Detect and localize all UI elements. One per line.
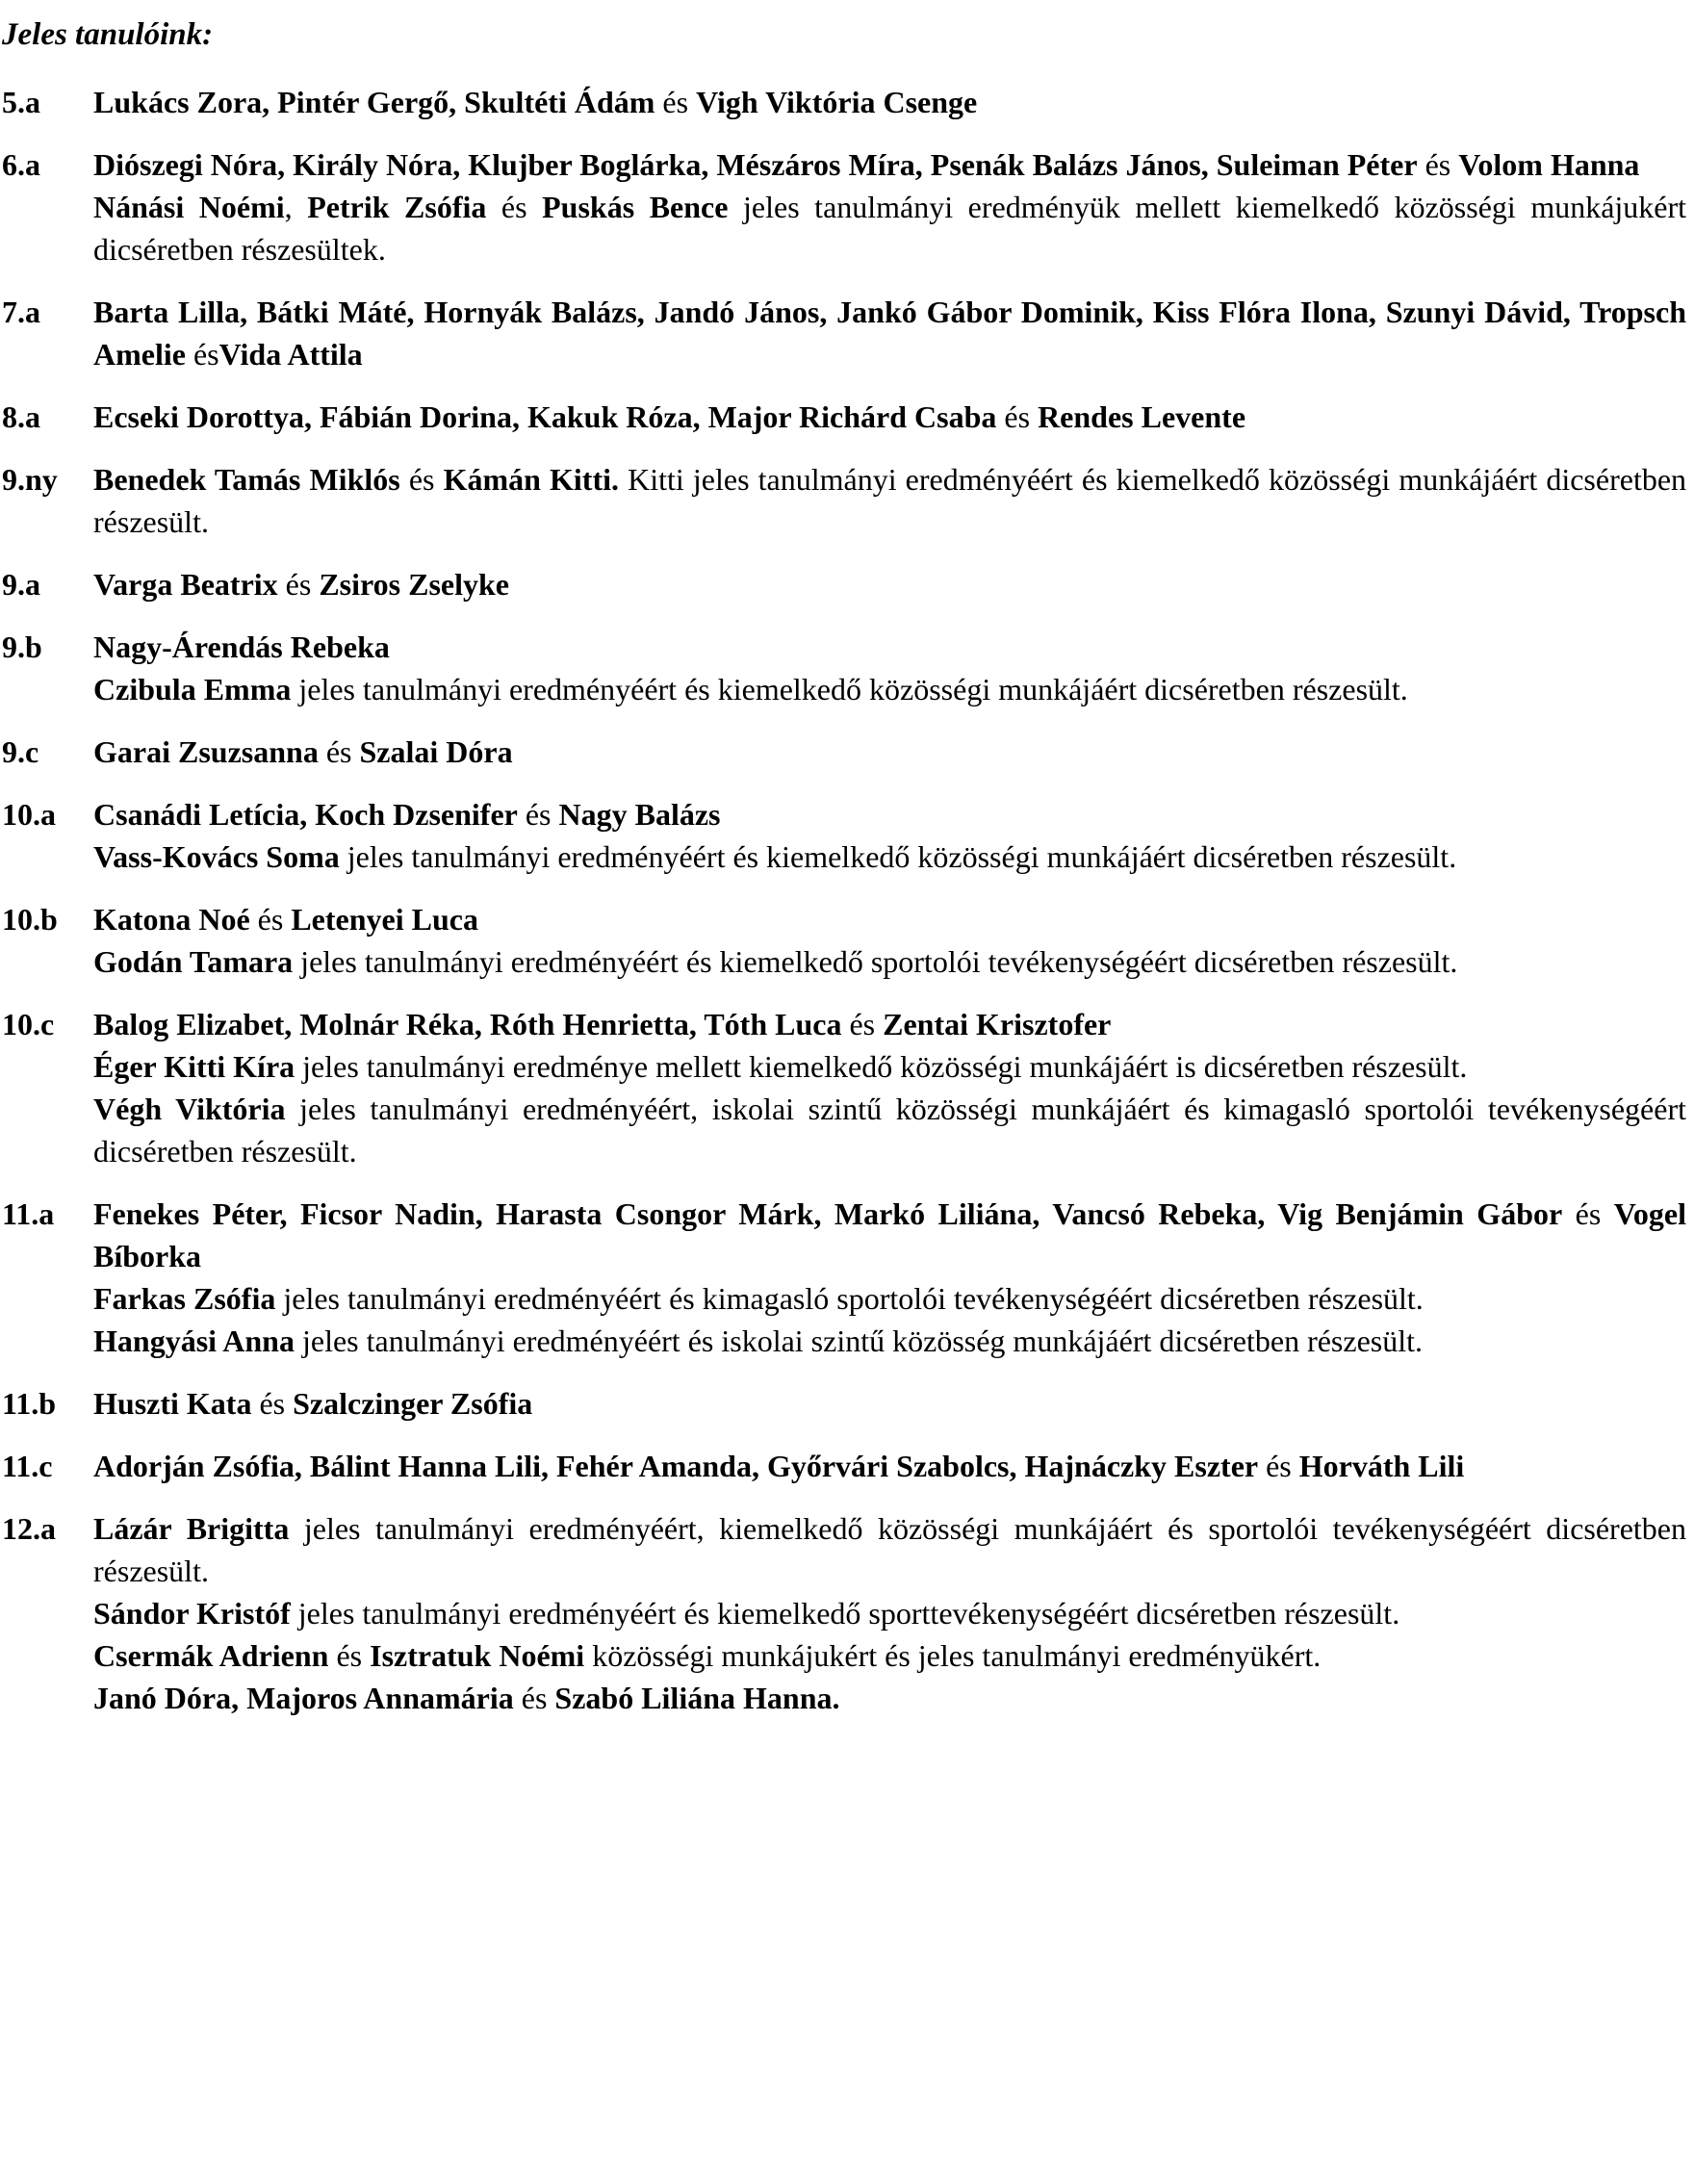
class-label: 9.c — [2, 734, 39, 769]
student-name: Végh Viktória — [93, 1092, 286, 1126]
plain-text: és — [185, 337, 219, 372]
plain-text: jeles tanulmányi eredményéért, kiemelkedő közösségi munkájáért és sportolói tevékenységéért dicséretben részesült. — [93, 1511, 1687, 1588]
class-content — [93, 898, 1686, 983]
class-content — [93, 563, 1686, 605]
page-title: Jeles tanulóink: — [2, 17, 214, 52]
plain-text: és — [996, 399, 1039, 434]
plain-text: jeles tanulmányi eredményéért és kiemelkedő közösségi munkájáért dicséretben részesült. — [339, 839, 1457, 874]
paragraph — [93, 940, 1686, 983]
paragraph — [93, 1320, 1686, 1362]
student-name: Horváth Lili — [1298, 1449, 1465, 1483]
class-content — [93, 143, 1686, 270]
student-name: Volom Hanna — [1458, 147, 1640, 182]
student-name: Ecseki Dorottya, Fábián Dorina, Kakuk Róza, Major Richárd Csaba — [93, 399, 997, 434]
paragraph — [93, 1507, 1686, 1592]
class-label: 5.a — [2, 85, 40, 119]
class-label: 10.b — [2, 902, 58, 937]
plain-text: és — [1258, 1449, 1299, 1483]
plain-text: és — [328, 1638, 371, 1673]
plain-text: jeles tanulmányi eredményéért és kiemelkedő sportolói tevékenységéért dicséretben részesült. — [293, 944, 1458, 979]
plain-text: jeles tanulmányi eredményéért és kiemelkedő sporttevékenységéért dicséretben részesült. — [290, 1596, 1400, 1631]
paragraph — [93, 143, 1686, 186]
class-label: 10.a — [2, 797, 56, 832]
student-name: Letenyei Luca — [291, 902, 478, 937]
student-name: Csermák Adrienn — [93, 1638, 329, 1673]
student-name: Zentai Krisztofer — [883, 1007, 1112, 1041]
student-name: Garai Zsuzsanna — [93, 734, 319, 769]
class-item — [2, 143, 1686, 270]
class-item — [2, 898, 1686, 983]
class-item — [2, 1382, 1686, 1425]
student-name: Fenekes Péter, Ficsor Nadin, Harasta Csongor Márk, Markó Liliána, Vancsó Rebeka, Vig Benjámin Gábor — [93, 1196, 1563, 1231]
paragraph — [93, 1445, 1686, 1487]
paragraph — [93, 81, 1686, 123]
plain-text: és — [277, 567, 320, 602]
paragraph — [93, 1634, 1686, 1677]
paragraph — [93, 1088, 1686, 1172]
student-name: Kámán Kitti. — [443, 462, 620, 497]
student-name: Nagy-Árendás Rebeka — [93, 630, 390, 664]
class-label: 7.a — [2, 295, 40, 329]
plain-text: jeles tanulmányi eredményéért és kimagasló sportolói tevékenységéért dicséretben részesült. — [275, 1281, 1424, 1316]
class-label: 11.b — [2, 1386, 57, 1421]
plain-text: jeles tanulmányi eredményéért és iskolai szintű közösség munkájáért dicséretben részesült. — [294, 1323, 1424, 1358]
student-name: Adorján Zsófia, Bálint Hanna Lili, Fehér Amanda, Győrvári Szabolcs, Hajnáczky Eszter — [93, 1449, 1259, 1483]
student-name: Petrik Zsófia — [307, 190, 487, 224]
class-item — [2, 793, 1686, 878]
paragraph — [93, 1382, 1686, 1425]
student-name: Varga Beatrix — [93, 567, 278, 602]
student-name: Éger Kitti Kíra — [93, 1049, 295, 1084]
plain-text: jeles tanulmányi eredményéért, iskolai szintű közösségi munkájáért és kimagasló sportolói tevékenységéért dicséretben részesült. — [93, 1092, 1687, 1169]
plain-text: és — [513, 1681, 555, 1715]
class-content — [93, 291, 1686, 375]
class-item — [2, 458, 1686, 543]
paragraph — [93, 731, 1686, 773]
student-name: Zsiros Zselyke — [319, 567, 509, 602]
class-content — [93, 396, 1686, 438]
class-label: 10.c — [2, 1007, 55, 1041]
class-item — [2, 1507, 1686, 1719]
student-name: Csanádi Letícia, Koch Dzsenifer — [93, 797, 518, 832]
paragraph — [93, 835, 1686, 878]
plain-text: és — [251, 1386, 294, 1421]
student-name: Szalai Dóra — [359, 734, 513, 769]
class-item — [2, 81, 1686, 123]
paragraph — [93, 396, 1686, 438]
class-content — [93, 81, 1686, 123]
student-name: Isztratuk Noémi — [370, 1638, 585, 1673]
plain-text: és — [654, 85, 697, 119]
paragraph — [93, 793, 1686, 835]
class-label: 9.b — [2, 630, 42, 664]
class-content — [93, 1003, 1686, 1172]
class-label: 11.a — [2, 1196, 55, 1231]
plain-text: , — [284, 190, 308, 224]
class-content — [93, 626, 1686, 710]
student-name: Vogel Bíborka — [93, 1196, 1687, 1273]
class-label: 11.c — [2, 1449, 53, 1483]
plain-text: és — [318, 734, 360, 769]
plain-text: és — [841, 1007, 884, 1041]
class-item — [2, 1193, 1686, 1362]
student-name: Szalczinger Zsófia — [293, 1386, 533, 1421]
student-name: Balog Elizabet, Molnár Réka, Róth Henrietta, Tóth Luca — [93, 1007, 842, 1041]
paragraph — [93, 1045, 1686, 1088]
student-name: Czibula Emma — [93, 672, 292, 707]
paragraph — [93, 898, 1686, 940]
student-name: Benedek Tamás Miklós — [93, 462, 400, 497]
class-content — [93, 1507, 1686, 1719]
paragraph — [93, 1592, 1686, 1634]
class-content — [93, 1445, 1686, 1487]
paragraph — [93, 1677, 1686, 1719]
plain-text: közösségi munkájukért és jeles tanulmányi eredményükért. — [584, 1638, 1322, 1673]
student-name: Rendes Levente — [1038, 399, 1246, 434]
student-name: Vida Attila — [218, 337, 363, 372]
class-label: 9.a — [2, 567, 40, 602]
plain-text: és — [1562, 1196, 1614, 1231]
class-item — [2, 563, 1686, 605]
paragraph — [93, 458, 1686, 543]
paragraph — [93, 1193, 1686, 1277]
plain-text: és — [517, 797, 559, 832]
plain-text: jeles tanulmányi eredménye mellett kiemelkedő közösségi munkájáért is dicséretben részesült. — [295, 1049, 1468, 1084]
paragraph — [93, 186, 1686, 270]
student-name: Nánási Noémi — [93, 190, 285, 224]
paragraph — [93, 668, 1686, 710]
paragraph — [93, 563, 1686, 605]
class-content — [93, 731, 1686, 773]
student-name: Diószegi Nóra, Király Nóra, Klujber Boglárka, Mészáros Míra, Psenák Balázs János, Suleiman Péter — [93, 147, 1418, 182]
student-name: Huszti Kata — [93, 1386, 252, 1421]
class-label: 8.a — [2, 399, 40, 434]
student-name: Nagy Balázs — [558, 797, 721, 832]
student-name: Farkas Zsófia — [93, 1281, 276, 1316]
class-label: 12.a — [2, 1511, 56, 1546]
paragraph — [93, 291, 1686, 375]
student-name: Godán Tamara — [93, 944, 294, 979]
plain-text: Kitti jeles tanulmányi eredményéért és kiemelkedő közösségi munkájáért dicséretben részesült. — [93, 462, 1687, 539]
student-list — [2, 81, 1686, 1719]
student-name: Lázár Brigitta — [93, 1511, 290, 1546]
student-name: Vigh Viktória Csenge — [696, 85, 978, 119]
plain-text: jeles tanulmányi eredményéért és kiemelkedő közösségi munkájáért dicséretben részesült. — [291, 672, 1408, 707]
student-name: Lukács Zora, Pintér Gergő, Skultéti Ádám — [93, 85, 655, 119]
student-name: Szabó Liliána Hanna. — [554, 1681, 840, 1715]
class-content — [93, 1382, 1686, 1425]
plain-text: és — [399, 462, 444, 497]
class-item — [2, 291, 1686, 375]
student-name: Janó Dóra, Majoros Annamária — [93, 1681, 514, 1715]
plain-text: és — [249, 902, 292, 937]
student-name: Sándor Kristóf — [93, 1596, 291, 1631]
student-name: Barta Lilla, Bátki Máté, Hornyák Balázs, Jandó János, Jankó Gábor Dominik, Kiss Flóra Ilona, Szunyi Dávid, Tropsch Amelie — [93, 295, 1686, 372]
class-label: 9.ny — [2, 462, 58, 497]
student-name: Katona Noé — [93, 902, 250, 937]
class-label: 6.a — [2, 147, 40, 182]
plain-text: és — [486, 190, 543, 224]
class-item — [2, 396, 1686, 438]
paragraph — [93, 1277, 1686, 1320]
class-item — [2, 1445, 1686, 1487]
paragraph — [93, 626, 1686, 668]
class-item — [2, 1003, 1686, 1172]
plain-text: és — [1417, 147, 1459, 182]
plain-text: jeles tanulmányi eredményük mellett kiemelkedő közösségi munkájukért dicséretben részesültek. — [93, 190, 1687, 267]
paragraph — [93, 1003, 1686, 1045]
class-item — [2, 731, 1686, 773]
class-content — [93, 793, 1686, 878]
class-content — [93, 458, 1686, 543]
student-name: Hangyási Anna — [93, 1323, 295, 1358]
class-content — [93, 1193, 1686, 1362]
student-name: Puskás Bence — [542, 190, 729, 224]
student-name: Vass-Kovács Soma — [93, 839, 340, 874]
class-item — [2, 626, 1686, 710]
